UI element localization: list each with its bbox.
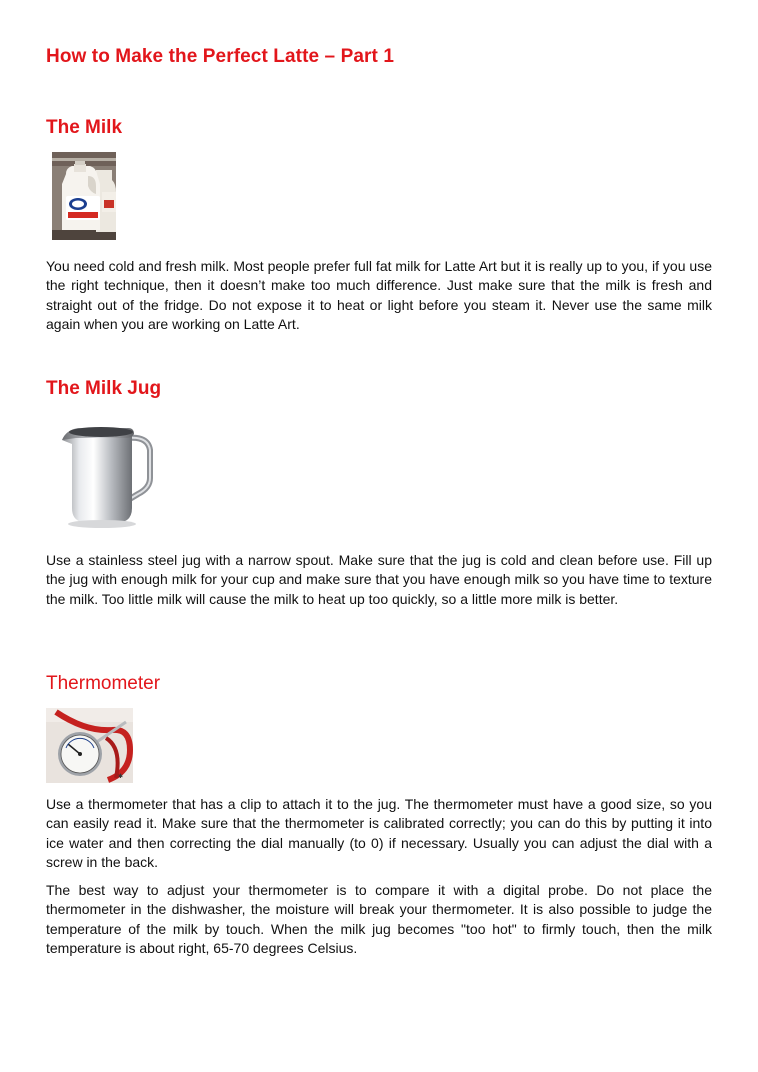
svg-text:✱: ✱ [118, 774, 124, 780]
thermometer-image [46, 708, 133, 783]
paragraph-thermometer-2: The best way to adjust your thermometer is to compare it with a digital probe. Do not place the thermometer in the dishwasher, the moisture will break your thermometer. It is also possible to judge the temperature of the milk by touch. When the milk jug becomes "too hot" to firmly touch, then the milk temperature is about right, 65-70 degrees Celsius. [46, 882, 712, 957]
paragraph-the-milk-jug: Use a stainless steel jug with a narrow spout. Make sure that the jug is cold and clean before use. Fill up the jug with enough milk for your cup and make sure that you have enough milk so you have time to texture the milk. Too little milk will cause the milk to heat up too quickly, so a little more milk is better. [46, 552, 712, 607]
section-heading-the-milk: The Milk [46, 117, 123, 138]
document-title: How to Make the Perfect Latte – Part 1 [46, 46, 395, 67]
section-heading-the-milk-jug: The Milk Jug [46, 378, 162, 399]
paragraph-the-milk: You need cold and fresh milk. Most people prefer full fat milk for Latte Art but it is really up to you, if you use the right technique, then it doesn’t make too much difference. Just make sure that the milk is fresh and straight out of the fridge. Do not expose it to heat or light before you steam it. Never use the same milk again when you are working on Latte Art. [46, 258, 712, 333]
milk-gallon-jugs-image [52, 152, 116, 240]
section-heading-thermometer: Thermometer [46, 673, 161, 694]
milk-gallon-jugs-photo-icon [52, 152, 116, 240]
milk-jug-image [56, 418, 156, 530]
stainless-steel-milk-jug-icon [56, 418, 156, 530]
dial-thermometer-photo-icon [46, 708, 133, 783]
paragraph-thermometer-1: Use a thermometer that has a clip to attach it to the jug. The thermometer must have a good size, so you can easily read it. Make sure that the thermometer is calibrated correctly; you can do this by putting it into ice water and then correcting the dial manually (to 0) if necessary. Usually you can adjust the dial with a screw in the back. [46, 796, 712, 871]
